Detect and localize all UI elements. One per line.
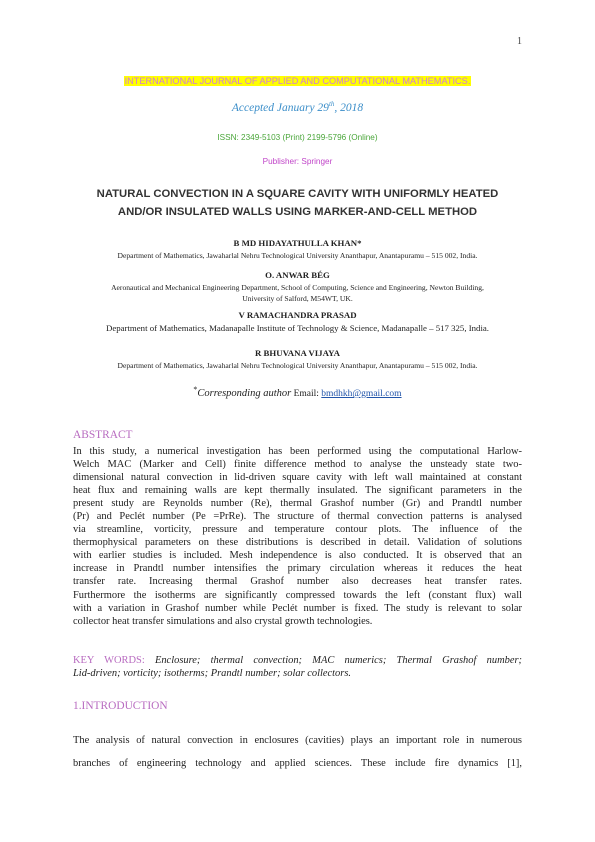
abstract-body [73, 445, 522, 628]
publisher: Publisher: Springer [262, 157, 333, 166]
author-affiliation: Department of Mathematics, Madanapalle Institute of Technology & Science, Madanapalle – 517 325, India. [106, 323, 489, 333]
title-line: NATURAL CONVECTION IN A SQUARE CAVITY WITH UNIFORMLY HEATED [96, 188, 499, 200]
abstract-line: present study are Reynolds number (Re), thermal Grashof number (Gr) and Prandtl number [73, 498, 522, 510]
keywords-line: Lid-driven; vorticity; isotherms; Prandtl number; solar collectors. [73, 668, 352, 680]
affiliation-line: University of Salford, M54WT, UK. [242, 293, 353, 303]
affiliation-line: Aeronautical and Mechanical Engineering Department, School of Computing, Science and Engineering, Newton Building, [111, 283, 484, 292]
accepted-prefix: Accepted January 29 [231, 101, 329, 114]
abstract-line: (Pr) and Peclét number (Pe =PrRe). The structure of thermal convection patterns is analysed [73, 511, 522, 523]
corresponding-label: Corresponding author [197, 388, 292, 400]
accepted-suffix: , 2018 [334, 101, 364, 114]
author-name: V RAMACHANDRA PRASAD [238, 310, 357, 320]
abstract-line: via streamline, vorticity, pressure and temperature contour plots. The influence of the [73, 524, 522, 536]
abstract-line: Welch MAC (Marker and Cell) finite difference method to analyse the unsteady state two- [73, 459, 522, 471]
author-name: R BHUVANA VIJAYA [254, 348, 341, 358]
introduction-body [73, 730, 522, 775]
keywords-text: Enclosure; thermal convection; MAC numerics; Thermal Grashof number; [144, 655, 522, 666]
keywords-label: KEY WORDS: [73, 655, 145, 666]
abstract-line: In this study, a numerical investigation has been performed using the computational Harlow- [73, 446, 522, 457]
abstract-line: heat flux and remaining walls are kept thermally insulated. The significant parameters in the [73, 485, 522, 497]
author-affiliation: Department of Mathematics, Jawaharlal Nehru Technological University Ananthapur, Anantapuramu – 515 002, India. [117, 361, 478, 370]
author-name: B MD HIDAYATHULLA KHAN* [233, 238, 362, 248]
journal-name-text: INTERNATIONAL JOURNAL OF APPLIED AND COMPUTATIONAL MATHEMATICS. [124, 76, 471, 86]
abstract-heading: ABSTRACT [73, 429, 133, 441]
corresponding-author [0, 385, 595, 399]
accepted-sup: th [328, 100, 335, 108]
abstract-line: with a variation in Grashof number while Peclét number is fixed. The study is relevant to solar [73, 602, 522, 614]
accepted-date [0, 100, 595, 114]
corresponding-star: * [193, 385, 198, 394]
author-name: O. ANWAR BÉG [265, 270, 330, 280]
title-line: AND/OR INSULATED WALLS USING MARKER-AND-CELL METHOD [117, 206, 478, 218]
journal-name [0, 71, 595, 89]
author-affiliation [60, 283, 535, 304]
introduction-heading: 1.INTRODUCTION [73, 700, 168, 712]
abstract-line: collector heat transfer simulations and also crystal growth technologies. [73, 615, 373, 627]
issn: ISSN: 2349-5103 (Print) 2199-5796 (Online) [217, 133, 378, 142]
author-affiliation: Department of Mathematics, Jawaharlal Nehru Technological University Ananthapur, Anantapuramu – 515 002, India. [117, 251, 478, 260]
abstract-line: with earlier studies is included. Mesh independence is also conducted. It is observed that an [73, 550, 522, 562]
email-link[interactable]: bmdhkh@gmail.com [321, 389, 402, 400]
page-number: 1 [517, 36, 522, 47]
paper-title [70, 185, 525, 221]
abstract-line: Furthermore the isotherms are significantly compressed towards the left (constant flux) wall [73, 589, 522, 601]
intro-line: branches of engineering technology and applied sciences. These include fire dynamics [1], [73, 757, 522, 769]
keywords-line [73, 654, 522, 667]
email-label: Email: [291, 389, 322, 400]
abstract-line: thermophysical parameters on these distributions is described in detail. Validation of solutions [73, 537, 522, 549]
abstract-line: transfer rate. Increasing thermal Grashof number also decreases heat transfer rates. [73, 576, 522, 588]
abstract-line: increase in Prandtl number intensifies the primary circulation whereas it reduces the heat [73, 563, 522, 575]
intro-line: The analysis of natural convection in enclosures (cavities) plays an important role in numerous [73, 735, 522, 746]
keywords [73, 654, 522, 681]
abstract-line: dimensional natural convection in lid-driven square cavity with left wall maintained at constant [73, 472, 522, 484]
